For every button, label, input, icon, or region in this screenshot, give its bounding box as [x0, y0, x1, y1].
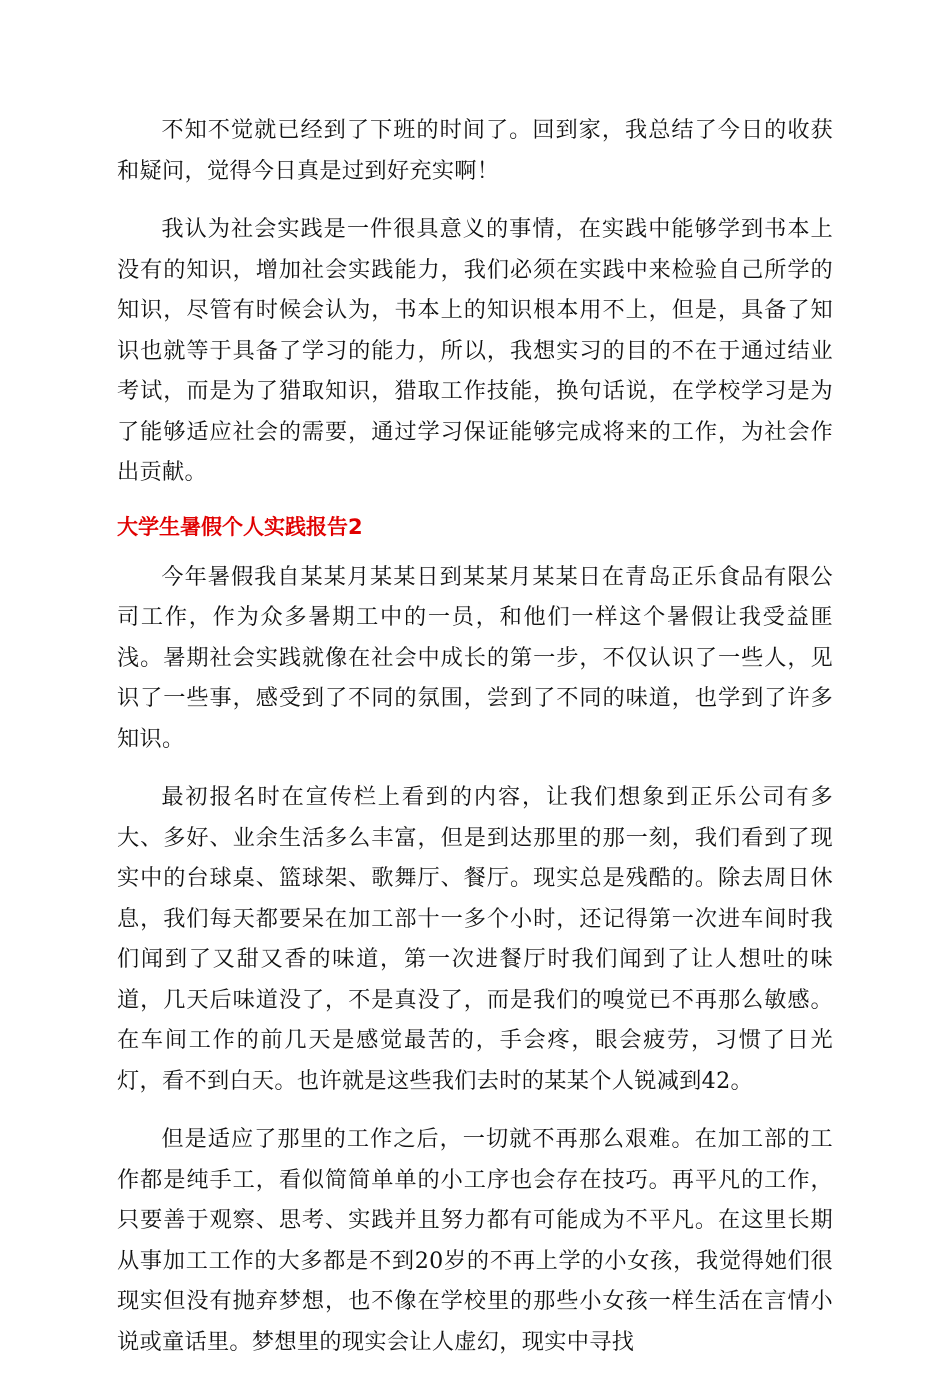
paragraph: 最初报名时在宣传栏上看到的内容，让我们想象到正乐公司有多大、多好、业余生活多么丰富，但是到达那里的那一刻，我们看到了现实中的台球桌、篮球架、歌舞厅、餐厅。现实总是残酷的。除去周日休息，我们每天都要呆在加工部十一多个小时，还记得第一次进车间时我们闻到了又甜又香的味道，第一次进餐厅时我们闻到了让人想吐的味道，几天后味道没了，不是真没了，而是我们的嗅觉已不再那么敏感。在车间工作的前几天是感觉最苦的，手会疼，眼会疲劳，习惯了日光灯，看不到白天。也许就是这些我们去时的某某个人锐减到42。 — [117, 784, 833, 1094]
document-body — [117, 110, 833, 1380]
paragraph: 今年暑假我自某某月某某日到某某月某某日在青岛正乐食品有限公司工作，作为众多暑期工中的一员，和他们一样这个暑假让我受益匪浅。暑期社会实践就像在社会中成长的第一步，不仅认识了一些人，见识了一些事，感受到了不同的氛围，尝到了不同的味道，也学到了许多知识。 — [117, 563, 833, 752]
paragraph: 但是适应了那里的工作之后，一切就不再那么艰难。在加工部的工作都是纯手工，看似简简单单的小工序也会存在技巧。再平凡的工作，只要善于观察、思考、实践并且努力都有可能成为不平凡。在这里长期从事加工工作的大多都是不到20岁的不再上学的小女孩，我觉得她们很现实但没有抛弃梦想，也不像在学校里的那些小女孩一样生活在言情小说或童话里。梦想里的现实会让人虚幻，现实中寻找 — [117, 1126, 833, 1355]
paragraph: 不知不觉就已经到了下班的时间了。回到家，我总结了今日的收获和疑问，觉得今日真是过到好充实啊！ — [117, 117, 833, 184]
paragraph: 我认为社会实践是一件很具意义的事情，在实践中能够学到书本上没有的知识，增加社会实践能力，我们必须在实践中来检验自己所学的知识，尽管有时候会认为，书本上的知识根本用不上，但是，具备了知识也就等于具备了学习的能力，所以，我想实习的目的不在于通过结业考试，而是为了猎取知识，猎取工作技能，换句话说，在学校学习是为了能够适应社会的需要，通过学习保证能够完成将来的工作，为社会作出贡献。 — [117, 216, 833, 485]
section-heading: 大学生暑假个人实践报告2 — [117, 514, 363, 539]
